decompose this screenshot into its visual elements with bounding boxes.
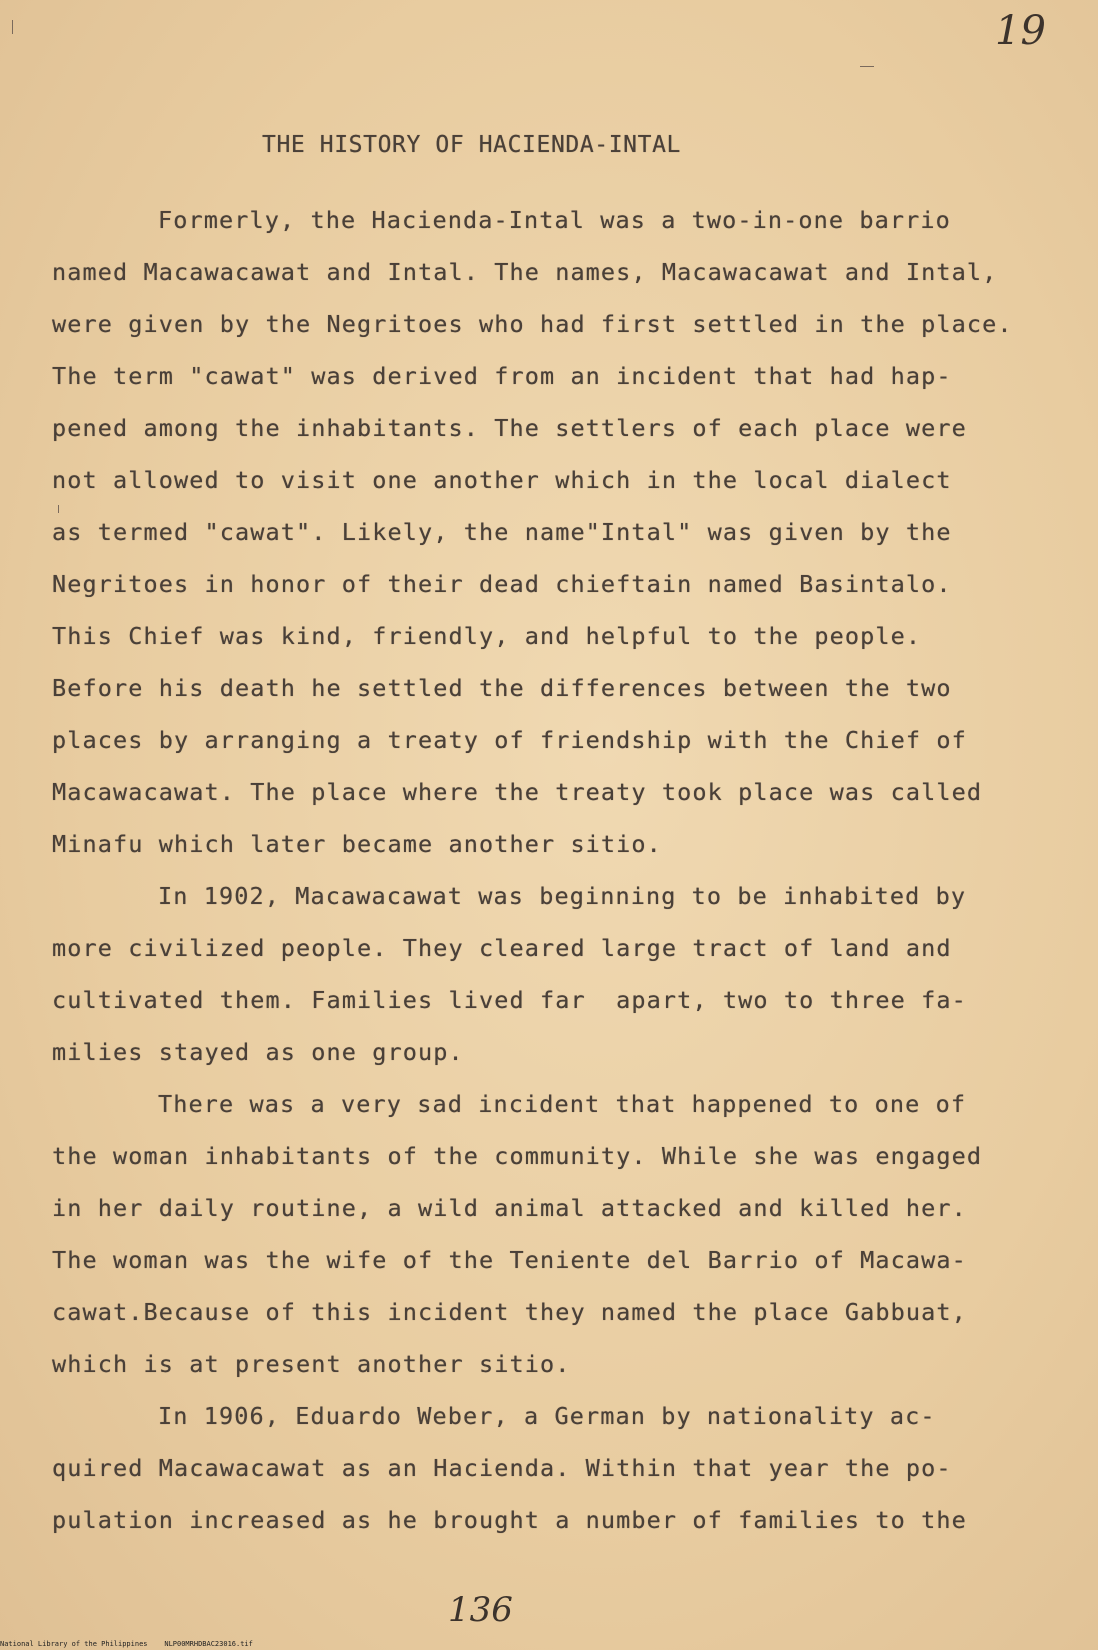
text-line: in her daily routine, a wild animal attacked and killed her. xyxy=(52,1194,967,1222)
text-line: the woman inhabitants of the community. While she was engaged xyxy=(52,1142,983,1170)
text-line: This Chief was kind, friendly, and helpful to the people. xyxy=(52,622,922,650)
text-line: There was a very sad incident that happened to one of xyxy=(158,1090,967,1118)
document-title: THE HISTORY OF HACIENDA-INTAL xyxy=(262,132,681,158)
handwritten-page-number: 19 xyxy=(995,8,1046,54)
handwritten-folio-number: 136 xyxy=(448,1590,513,1630)
text-line: pulation increased as he brought a number of families to the xyxy=(52,1506,967,1534)
text-line: Formerly, the Hacienda-Intal was a two-in-one barrio xyxy=(158,206,951,234)
text-line: not allowed to visit one another which in the local dialect xyxy=(52,466,952,494)
text-line: milies stayed as one group. xyxy=(52,1038,464,1066)
text-line: Minafu which later became another sitio. xyxy=(52,830,662,858)
text-line: In 1902, Macawacawat was beginning to be inhabited by xyxy=(158,882,967,910)
text-line: places by arranging a treaty of friendship with the Chief of xyxy=(52,726,967,754)
stray-mark xyxy=(58,505,59,513)
text-line: cawat.Because of this incident they named the place Gabbuat, xyxy=(52,1298,967,1326)
archive-footer: National Library of the Philippines NLP00MRHDBAC23016.tif xyxy=(0,1640,253,1648)
stray-mark xyxy=(860,66,874,67)
text-line: more civilized people. They cleared large tract of land and xyxy=(52,934,952,962)
text-line: cultivated them. Families lived far apart, two to three fa- xyxy=(52,986,967,1014)
text-line: In 1906, Eduardo Weber, a German by nationality ac- xyxy=(158,1402,936,1430)
text-line: named Macawacawat and Intal. The names, Macawacawat and Intal, xyxy=(52,258,998,286)
text-line: as termed "cawat". Likely, the name"Intal" was given by the xyxy=(52,518,952,546)
text-line: quired Macawacawat as an Hacienda. Within that year the po- xyxy=(52,1454,952,1482)
text-line: Before his death he settled the differences between the two xyxy=(52,674,952,702)
text-line: Macawacawat. The place where the treaty took place was called xyxy=(52,778,983,806)
text-line: were given by the Negritoes who had first settled in the place. xyxy=(52,310,1013,338)
stray-mark xyxy=(12,20,13,34)
text-line: The woman was the wife of the Teniente del Barrio of Macawa- xyxy=(52,1246,967,1274)
text-line: The term "cawat" was derived from an incident that had hap- xyxy=(52,362,952,390)
text-line: pened among the inhabitants. The settlers of each place were xyxy=(52,414,967,442)
text-line: which is at present another sitio. xyxy=(52,1350,571,1378)
text-line: Negritoes in honor of their dead chieftain named Basintalo. xyxy=(52,570,952,598)
